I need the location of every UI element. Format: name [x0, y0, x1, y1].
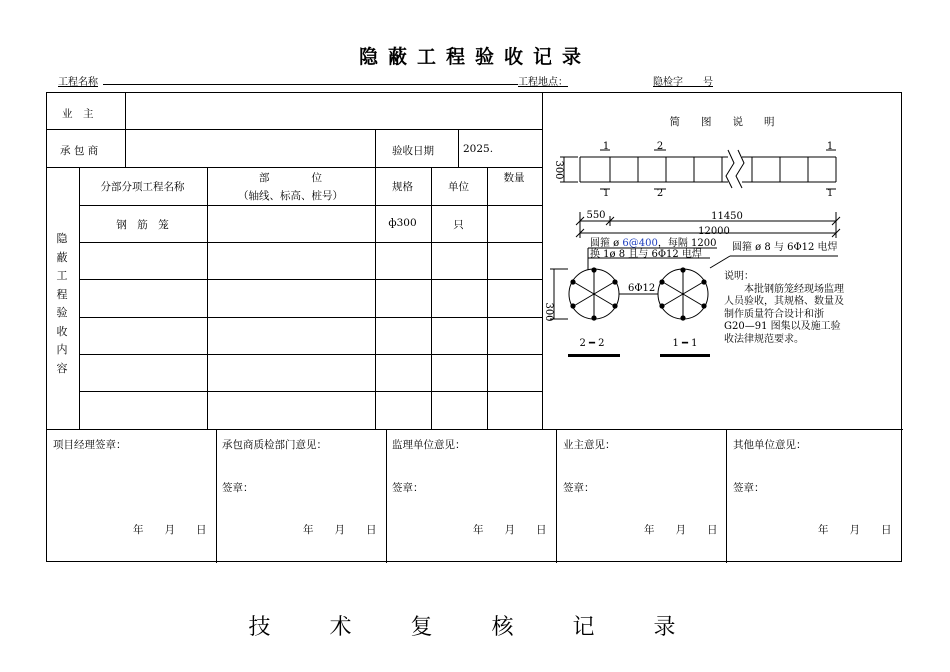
inspection-date-label: 验收日期 — [392, 145, 434, 157]
section-mark: 1 — [826, 188, 834, 199]
inspection-date-value: 2025. — [463, 143, 494, 155]
section-mark: 1 — [826, 141, 834, 152]
rule — [458, 129, 459, 167]
rule — [726, 429, 727, 563]
signature-date: 年 月 日 — [644, 524, 718, 536]
rule — [79, 317, 542, 318]
signature-stamp-label: 签章： — [733, 482, 765, 494]
row-spec: ф300 — [388, 217, 417, 229]
project-name-label: 工程名称 — [58, 77, 98, 88]
row-item: 钢 筋 笼 — [116, 219, 169, 231]
signature-date: 年 月 日 — [473, 524, 547, 536]
rule — [216, 429, 217, 563]
section-mark: 1 — [602, 141, 610, 152]
rule — [375, 129, 376, 429]
row-unit: 只 — [453, 219, 464, 231]
contractor-label: 承 包 商 — [60, 145, 99, 157]
rule — [556, 429, 557, 563]
section-mark: 1 — [602, 188, 610, 199]
rule — [79, 354, 542, 355]
rule — [386, 429, 387, 563]
section-mark: 2 — [656, 141, 664, 152]
signature-date: 年 月 日 — [303, 524, 377, 536]
column-header-unit: 单位 — [448, 181, 469, 193]
rule — [125, 93, 126, 129]
signature-stamp-label: 签章： — [563, 482, 595, 494]
note-heading: 说明： — [724, 271, 754, 282]
signature-date: 年 月 日 — [133, 524, 207, 536]
column-header-qty: 数量 — [503, 172, 525, 184]
inspection-number-label: 隐检字 号 — [653, 77, 713, 88]
document-title: 隐蔽工程验收记录 — [358, 46, 591, 68]
section-title-2-2: 2 ━ 2 — [579, 338, 605, 349]
sketch-label: 简 图 说 明 — [669, 116, 775, 128]
rule — [79, 167, 80, 429]
signature-label: 业主意见： — [563, 439, 616, 451]
rule — [207, 167, 208, 429]
rule — [79, 242, 542, 243]
signature-stamp-label: 签章： — [222, 482, 254, 494]
rule — [47, 429, 903, 430]
signature-stamp-label: 签章： — [392, 482, 424, 494]
signature-label: 承包商质检部门意见： — [222, 439, 327, 451]
project-name-line — [103, 73, 518, 85]
rule — [431, 167, 432, 429]
rule — [125, 129, 126, 167]
signature-date: 年 月 日 — [818, 524, 892, 536]
signature-label: 其他单位意见： — [733, 439, 807, 451]
column-header-part-sub: （轴线、标高、桩号） — [238, 190, 343, 202]
signature-label: 项目经理签章： — [53, 439, 127, 451]
column-header-part: 部 位 — [259, 172, 322, 184]
column-header-item: 分部分项工程名称 — [100, 181, 185, 193]
dim-end-label: 550 — [586, 210, 606, 221]
rule — [79, 391, 542, 392]
hoop-note: 圆箍 ø 8 与 6Φ12 电焊 — [732, 242, 838, 253]
main-bars-label: 6Φ12 — [628, 283, 656, 294]
explanation-note — [724, 271, 844, 346]
section-mark: 2 — [656, 188, 664, 199]
section-label-vertical: 隐 蔽 工 程 验 收 内 容 — [56, 232, 68, 375]
rule — [487, 167, 488, 429]
second-document-title: 技 术 复 核 记 录 — [248, 615, 702, 640]
section-diameter-label: 300 — [543, 302, 554, 322]
rule — [47, 167, 542, 168]
spiral-note-line2: 换 1ø 8 且与 6Φ12 电焊 — [590, 249, 702, 260]
rule — [47, 129, 542, 130]
spiral-note: 圆箍 ø 6@400，每隔 1200 — [590, 238, 717, 249]
owner-label: 业 主 — [62, 108, 94, 120]
project-location-label: 工程地点： — [518, 77, 568, 88]
dim-mid-label: 11450 — [711, 211, 743, 222]
dim-total-label: 12000 — [698, 226, 730, 237]
column-header-spec: 规格 — [392, 181, 413, 193]
section-title-1-1: 1 ━ 1 — [672, 338, 698, 349]
rule — [79, 279, 542, 280]
cage-height-label: 300 — [553, 160, 564, 180]
note-body: 本批钢筋笼经现场监理人员验收，其规格、数量及制作质量符合设计和浙 G20—91 图集以及施工验收法律规范要求。 — [724, 283, 844, 345]
signature-label: 监理单位意见： — [392, 439, 466, 451]
rule — [79, 205, 542, 206]
